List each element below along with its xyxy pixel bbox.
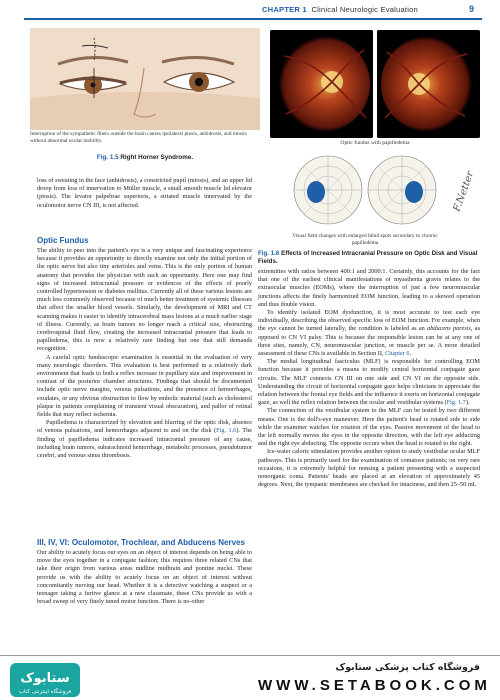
paragraph: Our ability to acutely focus our eyes on an object of interest depends on being able to move the eyes together in a conjugate fashion; this requires three related CNs that take their origin from various areas midline midbrain and pontine nuclei. These provide us with the ability to acutely focus on an object of interest without concomitantly moving our head. Whether it is a detective watching a suspect or a teenager taking a furtive glance at a new classmate, these CNs provide us with a broad sweep of very finely tuned motor function. There is no-other [37, 549, 252, 606]
figure-number: Fig. 1.6 [258, 250, 280, 257]
figure-number: Fig. 1.5 [96, 154, 119, 161]
left-column-intro [37, 177, 252, 210]
visual-field-right [368, 156, 436, 224]
artist-signature-icon: F.Netter [451, 169, 477, 214]
section-heading-optic-fundus: Optic Fundus [37, 236, 89, 245]
page-number: 9 [468, 4, 474, 14]
page-header [0, 0, 500, 22]
fundus-image-left [270, 30, 373, 138]
visual-field-left [294, 156, 362, 224]
figure-1-6-label [258, 250, 480, 266]
right-column [258, 268, 480, 489]
paragraph: Papilledema is characterized by elevation and blurring of the optic disk, absence of venous pulsations, and hemorrhages adjacent to and on the disk (Fig. 1.6). The finding of papilledema indicates increased intracranial pressure of any cause, including brain tumors, subarachnoid hemorrhage, metabolic processes, pseudotumor cerebri, and venous sinus thrombosis. [37, 419, 253, 460]
footer-divider [0, 655, 500, 656]
chapter-number: CHAPTER 1 [262, 5, 307, 14]
fundus-image-right [377, 30, 480, 138]
publisher-footer [0, 655, 500, 700]
section-heading-eom-nerves: III, IV, VI: Oculomotor, Trochlear, and Abducens Nerves [37, 538, 245, 547]
figure-link[interactable]: Fig. 1.7 [446, 399, 466, 407]
figure-1-5-caption: Interruption of the sympathetic fibers outside the brain causes ipsilateral ptosis, anhidrosis, and miosis without abnormal ocular mobility. [30, 131, 247, 144]
header-rule [24, 18, 482, 20]
paragraph: To identify isolated EOM dysfunction, it is most accurate to test each eye individually, describing the observed specific loss of EOM function. For example, when the eye cannot be turned laterally, the condition is labeled as an abducens paresis, as opposed to CN VI palsy. This is because the responsible lesion can be at any one of three sites, namely, CN, neuromuscular junction, or muscle per se. A more detailed assessment of these CNs is available in Section II, Chapter 6. [258, 309, 480, 358]
left-column-eom-nerves [37, 549, 252, 606]
figure-title: Right Horner Syndrome. [120, 154, 194, 161]
figure-link[interactable]: Fig. 1.6 [216, 427, 237, 435]
svg-text:فروشگاه اینترنتی کتاب: فروشگاه اینترنتی کتاب [18, 689, 72, 695]
svg-text:ستابوک: ستابوک [20, 671, 70, 686]
paragraph: A careful optic funduscopic examination is essential in the evaluation of very many neurologic disorders. This evaluation is best performed in a relatively dark environment that leads to both a reflex increase in pupillary size and improvement in contrast of the posterior chamber structures. Findings that should be documented include optic nerve margins, venous pulsations, and the presence of hemorrhages, exudates, or any obvious obstruction to flow by embolic material (such as cholesterol plaque in patients complaining of transient visual obscuration), and pallor of retinal fields that may reflect ischemia. [37, 353, 252, 419]
chapter-link[interactable]: Chapter 6 [385, 350, 410, 358]
chapter-title: Clinical Neurologic Evaluation [311, 5, 418, 14]
figure-1-5-label [30, 154, 260, 161]
running-head [262, 5, 418, 14]
paragraph: Ice-water caloric stimulation provides another option to study vestibular ocular MLF pathways. This is primarily used for the examination of comatose patients; on very rare occasions, it is extremely helpful for nonsing a patient presenting with a suspected nonorganic coma. Patients' heads are placed at an elevation of approximately 45 degrees. Next, the tympanic membranes are checked for intactness, and then 25–50 mL [258, 448, 480, 489]
left-column-optic-fundus [37, 247, 252, 460]
paragraph: The ability to peer into the patient's eye is a very unique and fascinating experience because it provides an opportunity to directly examine not only the initial portion of the optic nerve but also tiny arterioles and veins. This is the only portion of human anatomy that provides the physician with such an opportunity. Here one may find signs of increased intracranial pressure or evidences of the effects of poorly controlled hypertension or diabetes mellitus. Currently all of these various lesions are much less commonly observed because of much better treatment of systemic illnesses that affect the smaller blood vessels. Similarly, the development of MRI and CT scanning makes it easier to identify intracerebral mass lesions at a much earlier stage of illness. Currently, as brain tumors no longer reach a critical size, obstructing cerebrospinal fluid flow, creating the increased intracranial pressure that leads to papilledema, this is now a relatively rare finding but one that still demands recognition. [37, 247, 252, 353]
visual-field-caption: Visual field changes with enlarged blind spots secondary to chronic papilledema [292, 233, 438, 246]
fundus-photographs [270, 30, 480, 138]
horner-syndrome-illustration [30, 28, 260, 130]
store-url[interactable]: WWW.SETABOOK.COM [258, 677, 491, 694]
paragraph: loss of sweating in the face (anhidrosis), a constricted pupil (miosis), and an upper lid droop from loss of innervation to Müller muscle, a small smooth muscle lid elevator (ptosis). The levator palpebrae superioris, a striated muscle innervated by the oculomotor nerve CN III, is not affected. [37, 177, 252, 209]
figure-title: Effects of Increased Intracranial Pressure on Optic Disk and Visual Fields. [258, 250, 478, 265]
visual-field-diagrams [290, 150, 440, 232]
paragraph: extremities with ratios between 400:1 and 2000:1. Certainly, this accounts for the fact that one of the earliest clinical manifestations of myasthenia gravis relates to the extraocular muscles (EOMs), where the interruption of just a few neuromuscular junctions affects the finely harmonized EOM function, leading to a skewed operation and thus double vision. [258, 268, 480, 308]
paragraph: The medial longitudinal fasciculus (MLF) is responsible for controlling EOM function because it provides a means to modify central horizontal conjugate gaze circuits. The MLF connects CN III on one side and CN VI on the opposite side. Understanding the circuit of horizontal conjugate gaze helps clinicians to appreciate the relation between the frontal eye fields and the influence it exerts on horizontal conjugate gaze, as well the reflex relation between the ocular and vestibular systems (Fig. 1.7). [258, 358, 480, 407]
fundus-caption: Optic fundus with papilledema [340, 140, 410, 146]
setabook-logo-icon [8, 661, 82, 699]
paragraph: The connection of the vestibular system to the MLF can be tested by two different means. One is the doll's-eye maneuver. Here the patient's head is rotated side to side while the examiner watches for rotation of the eyes. Passive movement of the head to the left normally moves the eyes in the opposite direction, with the left eye adducting and the right eye abducting. The opposite occurs when the head is rotated to the right. [258, 407, 480, 448]
store-name-persian: فروشگاه کتاب پزشکی ستابوک [335, 662, 480, 673]
